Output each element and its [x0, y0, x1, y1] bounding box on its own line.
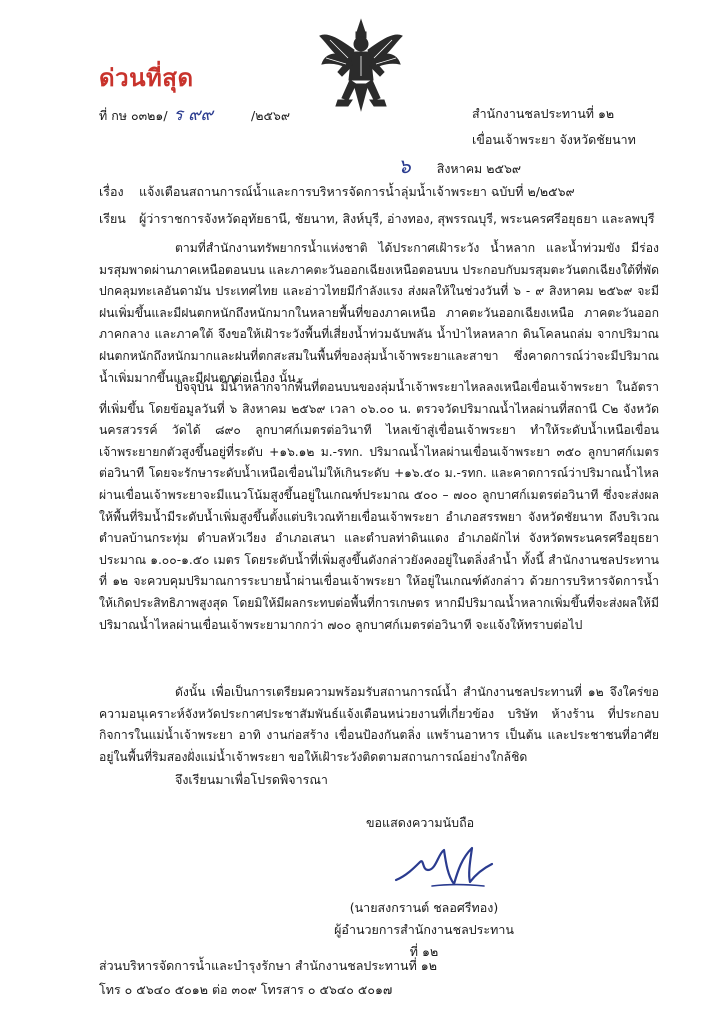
garuda-emblem-icon: [318, 18, 404, 114]
office-line-1: สำนักงานชลประทานที่ ๑๒: [472, 106, 615, 121]
office-line-2: เขื่อนเจ้าพระยา จังหวัดชัยนาท: [472, 132, 636, 147]
footer-phone: โทร ๐ ๕๖๔๐ ๕๐๑๒ ต่อ ๓๐๙ โทรสาร ๐ ๕๖๔๐ ๕๐๑๗: [99, 982, 393, 997]
ref-number-handwritten: ร ๙๙: [173, 105, 213, 125]
regards: ขอแสดงความนับถือ: [366, 815, 475, 830]
ref-year: /๒๕๖๙: [251, 108, 291, 123]
subject-label: เรื่อง: [99, 184, 124, 199]
issuing-office: [472, 101, 636, 153]
reference-number: [99, 101, 290, 128]
subject-text: แจ้งเตือนสถานการณ์น้ำและการบริหารจัดการน้ำลุ่มน้ำเจ้าพระยา ฉบับที่ ๒/๒๕๖๙: [138, 184, 575, 199]
signer-position: ผู้อำนวยการสำนักงานชลประทานที่ ๑๒: [334, 922, 514, 959]
date-month-year: สิงหาคม ๒๕๖๙: [436, 161, 522, 176]
date-day-handwritten: ๖: [398, 154, 411, 178]
paragraph-current-situation: ปัจจุบัน มีน้ำหลากจากพื้นที่ตอนบนของลุ่มน้ำเจ้าพระยาไหลลงเหนือเขื่อนเจ้าพระยา ในอัตราที่เพิ่มขึ้น โดยข้อมูลวันที่ ๖ สิงหาคม ๒๕๖๙ เวลา ๐๖.๐๐ น. ตรวจวัดปริมาณน้ำไหลผ่านที่สถานี C๒ จังหวัดนครสวรรค์ วัดได้ ๘๙๐ ลูกบาศก์เมตรต่อวินาที ไหลเข้าสู่เขื่อนเจ้าพระยา ทำให้ระดับน้ำเหนือเขื่อนเจ้าพระยายกตัวสูงขึ้นอยู่ที่ระดับ +๑๖.๑๒ ม.-รทก. ปริมาณน้ำไหลผ่านเขื่อนเจ้าพระยา ๓๕๐ ลูกบาศก์เมตรต่อวินาที โดยจะรักษาระดับน้ำเหนือเขื่อนไม่ให้เกินระดับ +๑๖.๕๐ ม.-รทก. และคาดการณ์ว่าปริมาณน้ำไหลผ่านเขื่อนเจ้าพระยาจะมีแนวโน้มสูงขึ้นอยู่ในเกณฑ์ประมาณ ๕๐๐ – ๗๐๐ ลูกบาศก์เมตรต่อวินาที ซึ่งจะส่งผลให้พื้นที่ริมน้ำมีระดับน้ำเพิ่มสูงขึ้นตั้งแต่บริเวณท้ายเขื่อนเจ้าพระยา อำเภอสรรพยา จังหวัดชัยนาท ถึงบริเวณ ตำบลบ้านกระทุ่ม ตำบลหัวเวียง อำเภอเสนา และตำบลท่าดินแดง อำเภอผักไห่ จังหวัดพระนครศรีอยุธยา ประมาณ ๑.๐๐-๑.๕๐ เมตร โดยระดับน้ำที่เพิ่มสูงขึ้นดังกล่าวยังคงอยู่ในตลิ่งลำน้ำ ทั้งนี้ สำนักงานชลประทานที่ ๑๒ จะควบคุมปริมาณการระบายน้ำผ่านเขื่อนเจ้าพระยา ให้อยู่ในเกณฑ์ดังกล่าว ด้วยการบริหารจัดการน้ำให้เกิดประสิทธิภาพสูงสุด โดยมิให้มีผลกระทบต่อพื้นที่การเกษตร หากมีปริมาณน้ำหลากเพิ่มขึ้นที่จะส่งผลให้มีปริมาณน้ำไหลผ่านเขื่อนเจ้าพระยามากกว่า ๗๐๐ ลูกบาศก์เมตรต่อวินาที จะแจ้งให้ทราบต่อไป: [99, 380, 659, 632]
recipient-text: ผู้ว่าราชการจังหวัดอุทัยธานี, ชัยนาท, สิงห์บุรี, อ่างทอง, สุพรรณบุรี, พระนครศรีอยุธยา และลพบุรี: [138, 211, 655, 226]
letter-date: [398, 150, 521, 182]
ref-prefix: ที่ กษ ๐๓๒๑/: [99, 108, 168, 123]
subject-row: [99, 182, 575, 202]
paragraph-background: ตามที่สำนักงานทรัพยากรน้ำแห่งชาติ ได้ประกาศเฝ้าระวัง น้ำหลาก และน้ำท่วมขัง มีร่องมรสุมพาดผ่านภาคเหนือตอนบน และภาคตะวันออกเฉียงเหนือตอนบน ประกอบกับมรสุมตะวันตกเฉียงใต้ที่พัดปกคลุมทะเลอันดามัน ประเทศไทย และอ่าวไทยมีกำลังแรง ส่งผลให้ในช่วงวันที่ ๖ - ๙ สิงหาคม ๒๕๖๙ จะมีฝนเพิ่มขึ้นและมีฝนตกหนักถึงหนักมากในหลายพื้นที่ของภาคเหนือ ภาคตะวันออกเฉียงเหนือ ภาคตะวันออก ภาคกลาง และภาคใต้ จึงขอให้เฝ้าระวังพื้นที่เสี่ยงน้ำท่วมฉับพลัน น้ำป่าไหลหลาก ดินโคลนถล่ม จากปริมาณฝนตกหนักถึงหนักมากและฝนที่ตกสะสมในพื้นที่ของลุ่มน้ำเจ้าพระยาและสาขา ซึ่งคาดการณ์ว่าจะมีปริมาณน้ำเพิ่มมากขึ้นและมีฝนตกต่อเนื่อง นั้น: [99, 241, 659, 385]
paragraph-request: ดังนั้น เพื่อเป็นการเตรียมความพร้อมรับสถานการณ์น้ำ สำนักงานชลประทานที่ ๑๒ จึงใคร่ขอความอนุเคราะห์จังหวัดประกาศประชาสัมพันธ์แจ้งเตือนหน่วยงานที่เกี่ยวข้อง บริษัท ห้างร้าน ที่ประกอบกิจการในแม่น้ำเจ้าพระยา อาทิ งานก่อสร้าง เขื่อนป้องกันตลิ่ง แพร้านอาหาร เป็นต้น และประชาชนที่อาศัยอยู่ในพื้นที่ริมสองฝั่งแม่น้ำเจ้าพระยา ขอให้เฝ้าระวังติดตามสถานการณ์อย่างใกล้ชิด: [99, 685, 659, 764]
recipient-row: [99, 209, 655, 229]
urgency-stamp: ด่วนที่สุด: [99, 64, 194, 92]
contact-footer: [99, 954, 437, 1002]
footer-unit: ส่วนบริหารจัดการน้ำและบำรุงรักษา สำนักงานชลประทานที่ ๑๒: [99, 958, 437, 973]
handwritten-signature-icon: [392, 840, 496, 892]
recipient-label: เรียน: [99, 211, 126, 226]
signer-name: (นายสงกรานต์ ชลอศรีทอง): [349, 900, 499, 915]
closing-line: จึงเรียนมาเพื่อโปรดพิจารณา: [175, 772, 328, 787]
